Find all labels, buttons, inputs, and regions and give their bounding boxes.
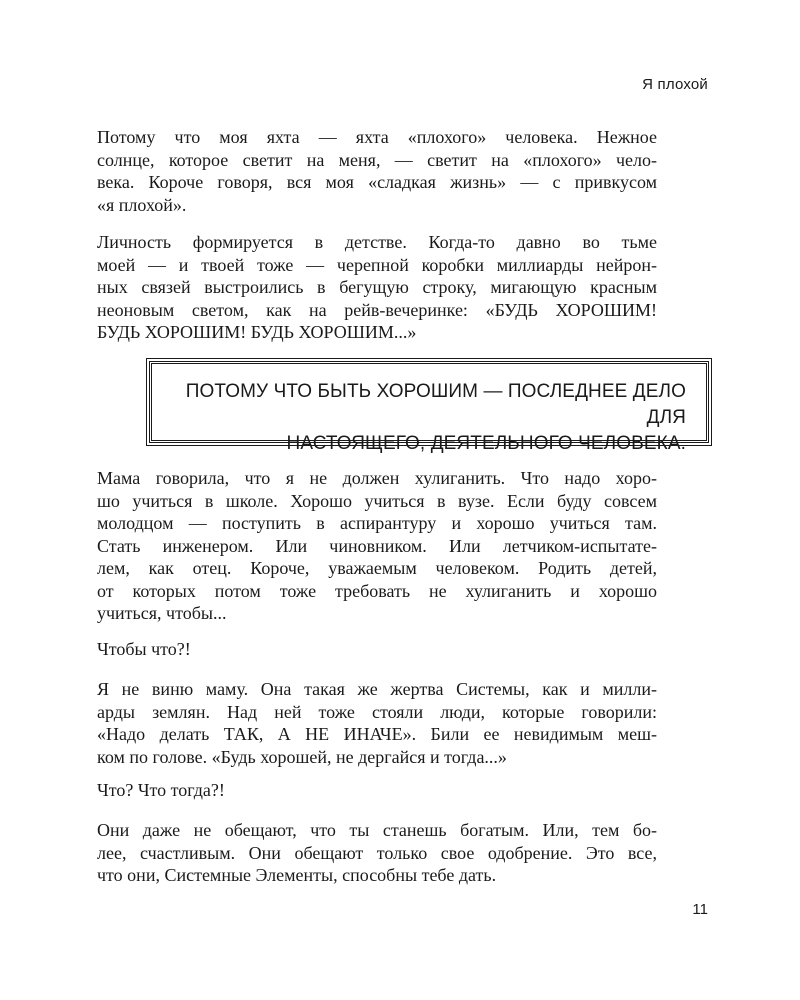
text-line: БУДЬ ХОРОШИМ! БУДЬ ХОРОШИМ...»	[97, 322, 417, 342]
running-head: Я плохой	[642, 76, 708, 93]
text-line: Они даже не обещают, что ты станешь богатым. Или, тем бо-	[97, 820, 657, 840]
text-line: Потому что моя яхта — яхта «плохого» человека. Нежное	[97, 127, 657, 147]
text-line: учиться, чтобы...	[97, 603, 227, 623]
paragraph	[97, 126, 657, 216]
paragraph	[97, 779, 657, 802]
text-line: от которых потом тоже требовать не хулиганить и хорошо	[97, 580, 657, 601]
text-line: Чтобы что?!	[97, 639, 191, 659]
text-line: века. Короче говоря, вся моя «сладкая жизнь» — с привкусом	[97, 172, 657, 192]
text-line: моей — и твоей тоже — черепной коробки миллиарды нейрон-	[97, 254, 657, 275]
text-line: ком по голове. «Будь хорошей, не дергайся и тогда...»	[97, 746, 507, 767]
paragraph	[97, 467, 657, 625]
text-line: солнце, которое светит на меня, — светит на «плохого» чело-	[97, 149, 657, 170]
pull-quote-text	[152, 379, 686, 457]
text-line: Что? Что тогда?!	[97, 780, 225, 800]
text-line: Личность формируется в детстве. Когда-то давно во тьме	[97, 232, 657, 252]
page-number: 11	[692, 901, 708, 918]
text-line: арды землян. Над ней тоже стояли люди, которые говорили:	[97, 701, 657, 722]
text-line: «Надо делать ТАК, А НЕ ИНАЧЕ». Били ее невидимым меш-	[97, 724, 657, 744]
text-line: Стать инженером. Или чиновником. Или летчиком-испытате-	[97, 535, 657, 556]
text-line: шо учиться в школе. Хорошо учиться в вузе. Если буду совсем	[97, 490, 657, 511]
text-line: что они, Системные Элементы, способны тебе дать.	[97, 865, 497, 885]
paragraph	[97, 819, 657, 887]
pull-quote-box	[149, 361, 709, 454]
text-line: Я не виню маму. Она такая же жертва Системы, как и милли-	[97, 679, 657, 699]
text-line: ных связей выстроились в бегущую строку, мигающую красным	[97, 277, 657, 297]
pull-quote-line: ПОТОМУ ЧТО БЫТЬ ХОРОШИМ — ПОСЛЕДНЕЕ ДЕЛО ДЛЯ	[185, 381, 686, 428]
paragraph	[97, 678, 657, 768]
paragraph	[97, 231, 657, 344]
text-line: неоновым светом, как на рейв-вечеринке: «БУДЬ ХОРОШИМ!	[97, 299, 657, 320]
text-line: лее, счастливым. Они обещают только свое одобрение. Это все,	[97, 842, 657, 863]
text-line: лем, как отец. Короче, уважаемым человеком. Родить детей,	[97, 558, 657, 578]
pull-quote-line: НАСТОЯЩЕГО, ДЕЯТЕЛЬНОГО ЧЕЛОВЕКА.	[286, 433, 686, 454]
text-line: Мама говорила, что я не должен хулиганить. Что надо хоро-	[97, 468, 657, 488]
text-line: молодцом — поступить в аспирантуру и хорошо учиться там.	[97, 513, 657, 533]
paragraph	[97, 638, 657, 661]
text-line: «я плохой».	[97, 194, 187, 215]
